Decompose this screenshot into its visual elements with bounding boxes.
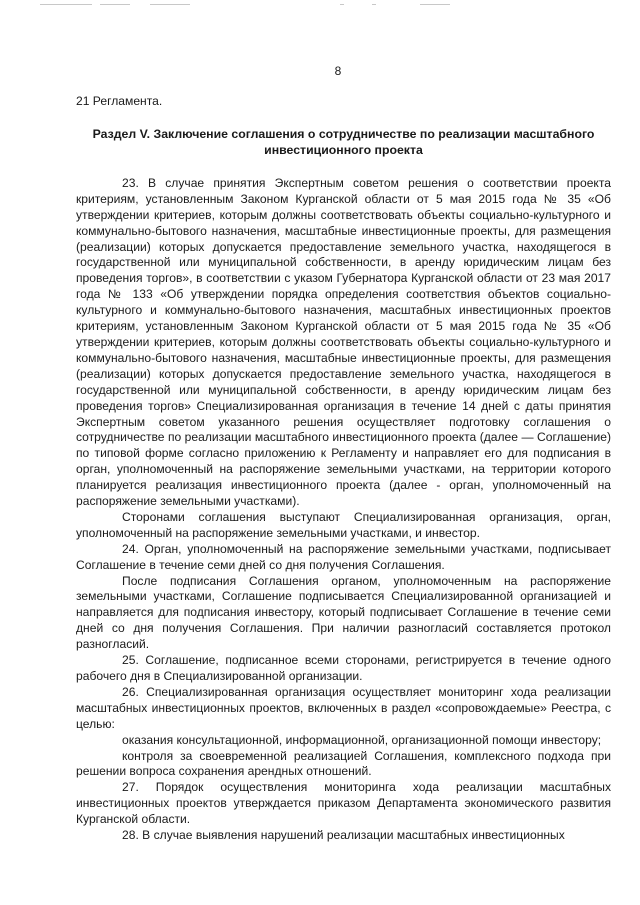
paragraph-27: 27. Порядок осуществления мониторинга хода реализации масштабных инвестиционных проектов утверждается приказом Департамента экономического развития Курганской области. [76,780,611,827]
scan-artifact-top [0,0,640,8]
paragraph-28: 28. В случае выявления нарушений реализации масштабных инвестиционных [122,828,565,843]
paragraph-signing: После подписания Соглашения органом, уполномоченным на распоряжение земельными участками, Соглашение подписывается Специализированной организацией и направляется для подписания инвестору, который подписывает Соглашение в течение семи дней со дня получения Соглашения. При наличии разногласий составляется протокол разногласий. [76,573,611,652]
section-title-line-1: Раздел V. Заключение соглашения о сотрудничестве по реализации масштабного [92,126,595,141]
paragraph-26: 26. Специализированная организация осуществляет мониторинг хода реализации масштабных инвестиционных проектов, включенных в раздел «сопровождаемые» Реестра, с целью: [76,684,611,731]
paragraph-24: 24. Орган, уполномоченный на распоряжение земельными участками, подписывает Соглашение в течение семи дней со дня получения Соглашения. [76,541,611,572]
paragraph-parties: Сторонами соглашения выступают Специализированная организация, орган, уполномоченный на распоряжение земельными участками, и инвестор. [76,509,611,540]
section-title-line-2: инвестиционного проекта [264,142,423,157]
document-body [76,94,611,844]
page-number: 8 [334,64,342,78]
section-title [76,126,611,158]
paragraph-23: 23. В случае принятия Экспертным советом решения о соответствии проекта критериям, установленным Законом Курганской области от 5 мая 2015 года № 35 «Об утверждении критериев, которым должны соответствовать объекты социально-культурного и коммунально-бытового назначения, масштабные инвестиционные проекты, для размещения (реализации) которых допускается предоставление земельного участка, находящегося в государственной или муниципальной собственности, в аренду юридическим лицам без проведения торгов», в соответствии с указом Губернатора Курганской области от 23 мая 2017 года № 133 «Об утверждении порядка определения соответствия объектов социально-культурного и коммунально-бытового назначения, масштабных инвестиционных проектов критериям, установленным Законом Курганской области от 5 мая 2015 года № 35 «Об утверждении критериев, которым должны соответствовать объекты социально-культурного и коммунально-бытового назначения, масштабные инвестиционные проекты, для размещения (реализации) которых допускается предоставление земельного участка, находящегося в государственной или муниципальной собственности, в аренду юридическим лицам без проведения торгов» Специализированная организация в течение 14 дней с даты принятия Экспертным советом указанного решения осуществляет подготовку соглашения о сотрудничестве по реализации масштабного инвестиционного проекта (далее — Соглашение) по типовой форме согласно приложению к Регламенту и направляет его для подписания в орган, уполномоченный на распоряжение земельными участками, на территории которого планируется реализация инвестиционного проекта (далее - орган, уполномоченный на распоряжение земельными участками). [76,175,611,509]
paragraph-26-item-1: оказания консультационной, информационной, организационной помощи инвестору; [122,732,602,747]
paragraph-26-item-2: контроля за своевременной реализацией Соглашения, комплексного подхода при решении вопроса сохранения арендных отношений. [76,748,611,779]
paragraph-25: 25. Соглашение, подписанное всеми сторонами, регистрируется в течение одного рабочего дня в Специализированной организации. [76,653,611,683]
intro-line: 21 Регламента. [76,94,163,108]
